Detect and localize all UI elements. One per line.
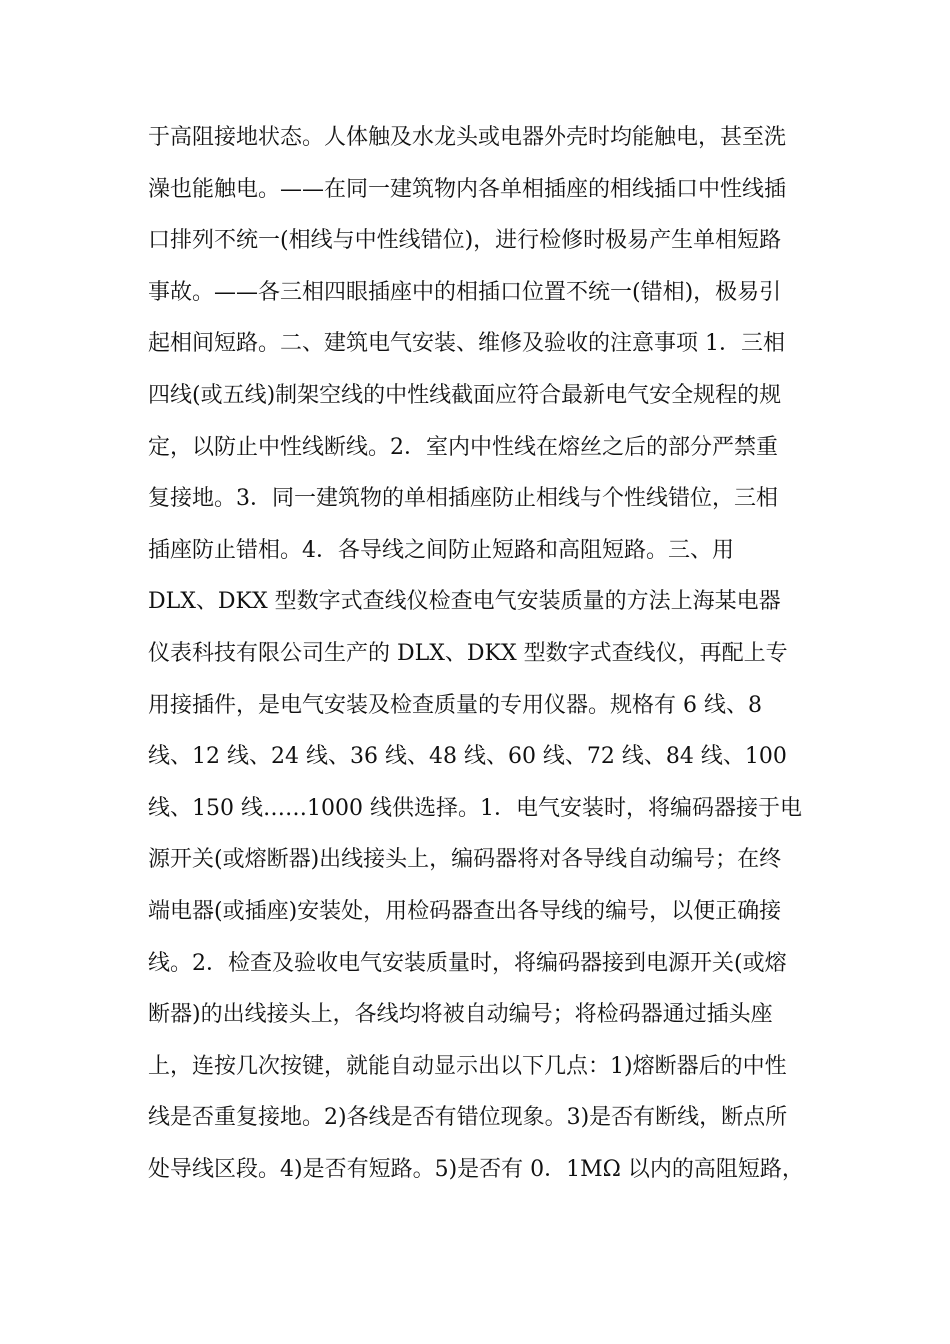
text-line: 线、12 线、24 线、36 线、48 线、60 线、72 线、84 线、100 <box>148 744 787 770</box>
text-line: 线、150 线……1000 线供选择。1．电气安装时，将编码器接于电 <box>148 795 802 821</box>
text-line: 四线(或五线)制架空线的中性线截面应符合最新电气安全规程的规 <box>148 382 782 408</box>
text-line: 线是否重复接地。2)各线是否有错位现象。3)是否有断线，断点所 <box>148 1105 788 1131</box>
text-line: 断器)的出线接头上，各线均将被自动编号；将检码器通过插头座 <box>148 1002 773 1028</box>
text-line: 用接插件，是电气安装及检查质量的专用仪器。规格有 6 线、8 <box>148 692 762 718</box>
text-line: 口排列不统一(相线与中性线错位)，进行检修时极易产生单相短路 <box>148 228 782 254</box>
text-line: 线。2．检查及验收电气安装质量时，将编码器接到电源开关(或熔 <box>148 950 787 976</box>
text-line: 定，以防止中性线断线。2．室内中性线在熔丝之后的部分严禁重 <box>148 434 778 460</box>
text-line: 仪表科技有限公司生产的 DLX、DKX 型数字式查线仪，再配上专 <box>148 640 788 666</box>
text-line: 复接地。3．同一建筑物的单相插座防止相线与个性线错位，三相 <box>148 486 778 512</box>
text-line: 事故。——各三相四眼插座中的相插口位置不统一(错相)，极易引 <box>148 279 782 305</box>
text-line: 上，连按几次按键，就能自动显示出以下几点：1)熔断器后的中性 <box>148 1053 787 1079</box>
text-line: 于高阻接地状态。人体触及水龙头或电器外壳时均能触电，甚至洗 <box>148 125 787 150</box>
body-text <box>148 112 808 1195</box>
text-line: 处导线区段。4)是否有短路。5)是否有 0．1MΩ 以内的高阻短路， <box>148 1156 804 1182</box>
text-line: 源开关(或熔断器)出线接头上，编码器将对各导线自动编号；在终 <box>148 847 782 873</box>
text-line: 起相间短路。二、建筑电气安装、维修及验收的注意事项 1．三相 <box>148 331 785 357</box>
text-line: 端电器(或插座)安装处，用检码器查出各导线的编号，以便正确接 <box>148 898 782 924</box>
text-line: 插座防止错相。4．各导线之间防止短路和高阻短路。三、用 <box>148 537 734 563</box>
text-line: DLX、DKX 型数字式查线仪检查电气安装质量的方法上海某电器 <box>148 589 781 615</box>
text-line: 澡也能触电。——在同一建筑物内各单相插座的相线插口中性线插 <box>148 176 787 202</box>
